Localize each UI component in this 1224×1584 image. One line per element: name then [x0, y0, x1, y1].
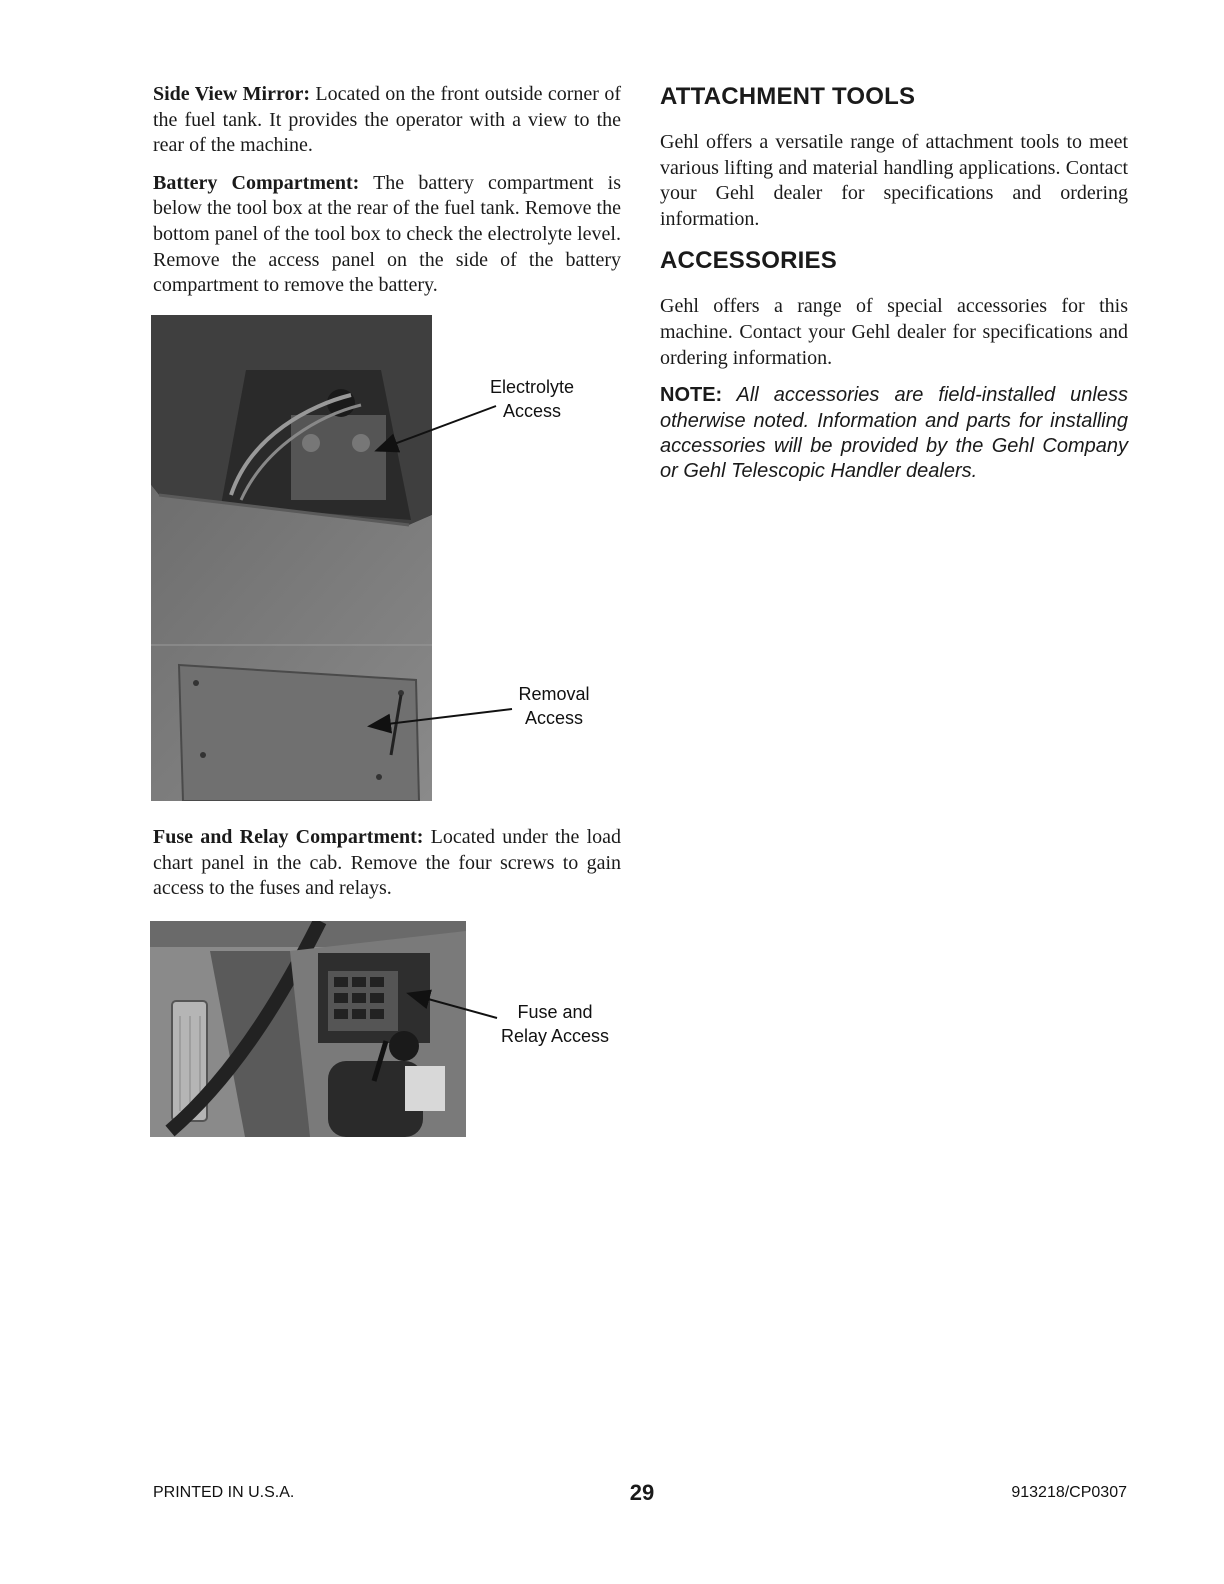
- accessories-paragraph: Gehl offers a range of special accessories for this machine. Contact your Gehl dealer for specifications and ordering information.: [660, 295, 1128, 369]
- attachment-tools-heading: ATTACHMENT TOOLS: [660, 83, 916, 110]
- electrolyte-access-line1: Electrolyte: [489, 377, 575, 397]
- accessories-heading: ACCESSORIES: [660, 247, 837, 275]
- fuse-relay-access-line1: Fuse and: [517, 1002, 593, 1022]
- fuse-relay-access-arrow: [410, 994, 497, 1018]
- electrolyte-access-arrow: [378, 406, 496, 450]
- right-column: [660, 82, 1128, 485]
- side-view-mirror-label: Side View Mirror:: [153, 83, 311, 105]
- removal-access-line2: Access: [524, 708, 584, 728]
- side-view-mirror-text: Located on the front outside corner of the fuel tank. It provides the operator with a view to the rear of the machine.: [153, 83, 621, 157]
- note-paragraph: [660, 383, 1128, 485]
- note-label: NOTE:: [660, 384, 723, 407]
- footer-doc-id: 913218/CP0307: [1011, 1484, 1127, 1501]
- attachment-tools-paragraph: Gehl offers a versatile range of attachment tools to meet various lifting and material handling applications. Contact your Gehl dealer for specifications and ordering information.: [660, 131, 1128, 230]
- fuse-relay-access-line2: Relay Access: [500, 1026, 610, 1046]
- battery-compartment-text: The battery compartment is below the tool box at the rear of the fuel tank. Remove the bottom panel of the tool box to check the electrolyte level. Remove the access panel on the side of the battery compartment to remove the battery.: [153, 171, 621, 297]
- note-text: All accessories are field-installed unless otherwise noted. Information and parts for installing accessories will be provided by the Gehl Company or Gehl Telescopic Handler dealers.: [660, 384, 1128, 483]
- page-number: 29: [629, 1480, 655, 1505]
- fuse-relay-text: Located under the load chart panel in the cab. Remove the four screws to gain access to the fuses and relays.: [153, 826, 621, 900]
- footer-printed: PRINTED IN U.S.A.: [153, 1484, 295, 1501]
- removal-access-arrow: [371, 709, 512, 726]
- fuse-relay-label: Fuse and Relay Compartment:: [153, 826, 424, 848]
- removal-access-line1: Removal: [518, 684, 590, 704]
- electrolyte-access-line2: Access: [502, 401, 562, 421]
- battery-compartment-label: Battery Compartment:: [153, 171, 360, 194]
